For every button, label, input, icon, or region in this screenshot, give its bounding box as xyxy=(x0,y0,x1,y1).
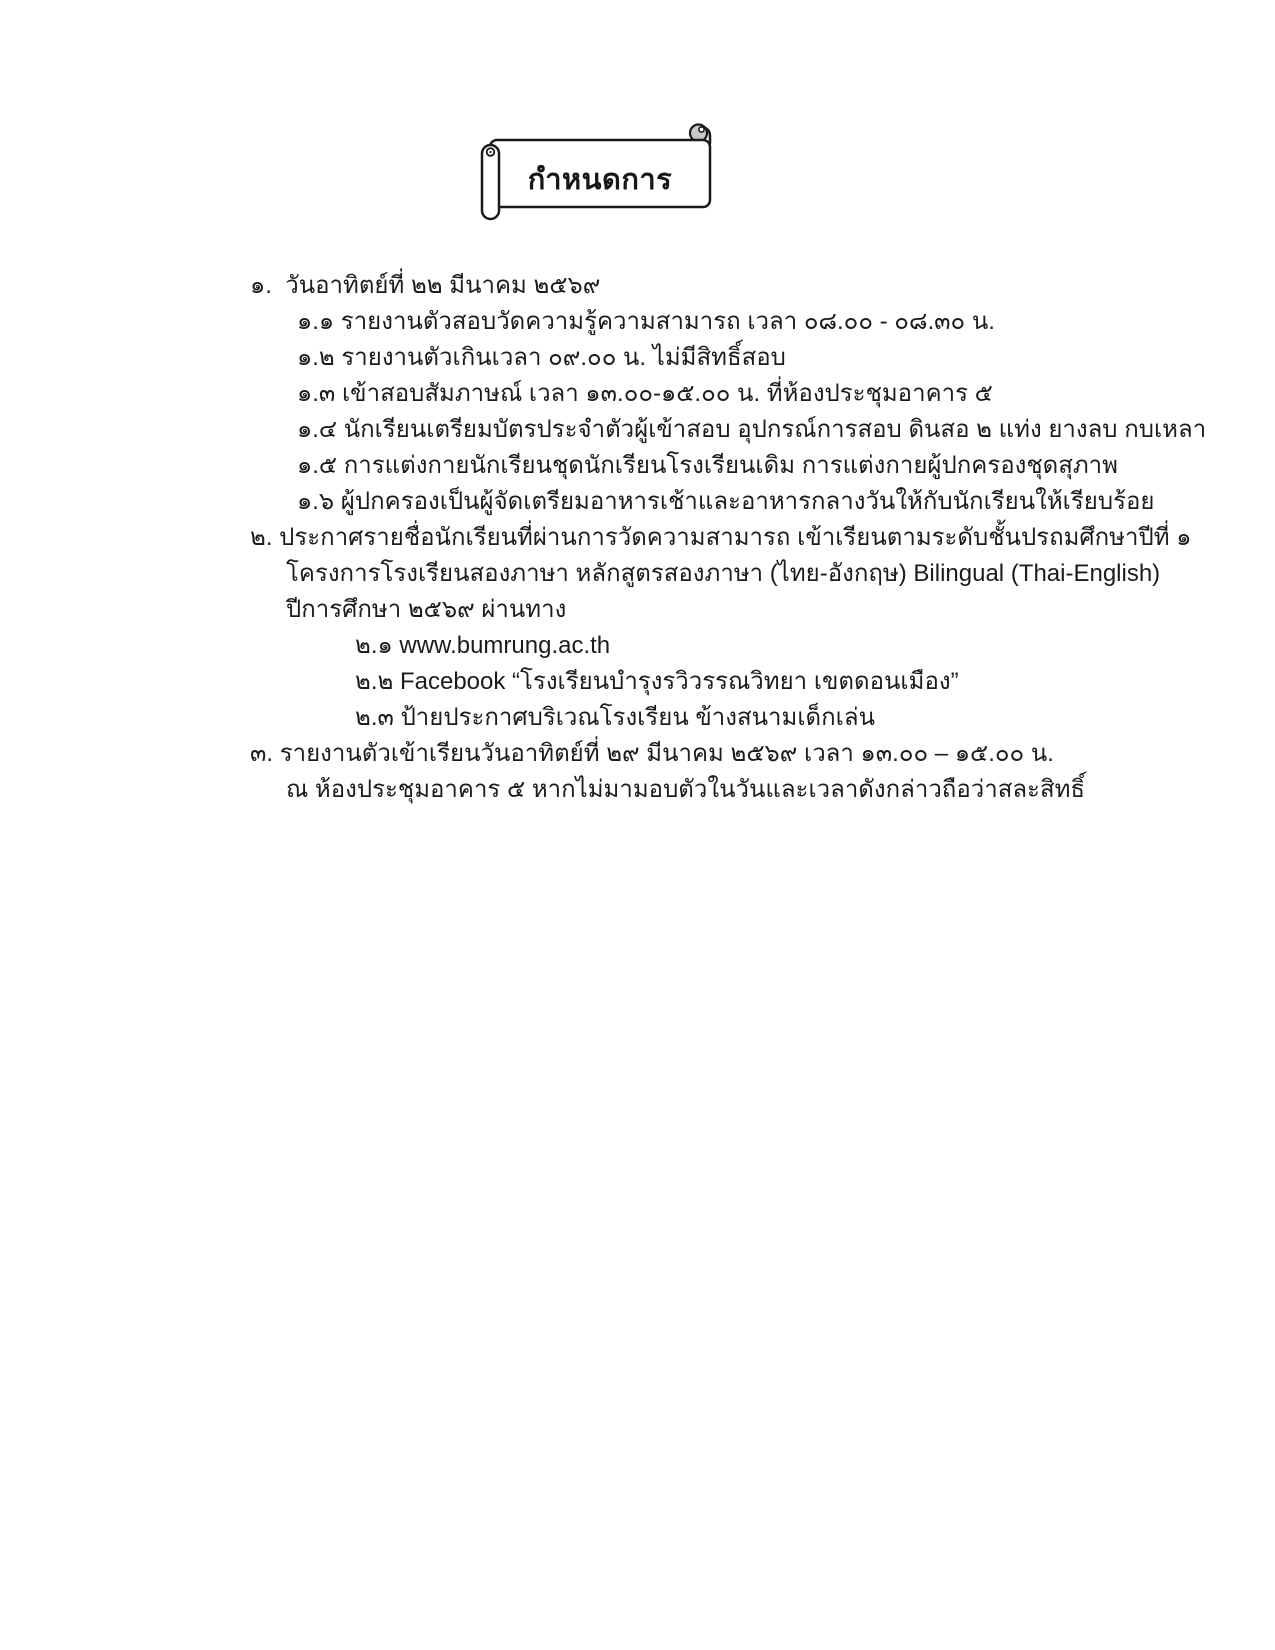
schedule-item-2-2: ๒.๒ Facebook “โรงเรียนบำรุงรวิวรรณวิทยา เขตดอนเมือง” xyxy=(355,668,959,695)
scroll-banner xyxy=(477,120,717,222)
schedule-item-3-cont: ณ ห้องประชุมอาคาร ๕ หากไม่มามอบตัวในวันและเวลาดังกล่าวถือว่าสละสิทธิ์ xyxy=(286,776,1086,803)
schedule-item-2-1: ๒.๑ www.bumrung.ac.th xyxy=(355,632,611,659)
schedule-item-2-cont-1: โครงการโรงเรียนสองภาษา หลักสูตรสองภาษา (ไทย-อังกฤษ) Bilingual (Thai-English) xyxy=(286,560,1161,587)
schedule-item-1-4: ๑.๔ นักเรียนเตรียมบัตรประจำตัวผู้เข้าสอบ อุปกรณ์การสอบ ดินสอ ๒ แท่ง ยางลบ กบเหลา xyxy=(297,416,1207,443)
schedule-list xyxy=(0,268,1275,808)
banner-title: กำหนดการ xyxy=(527,164,673,196)
schedule-item-2: ๒. ประกาศรายชื่อนักเรียนที่ผ่านการวัดความสามารถ เข้าเรียนตามระดับชั้นปรถมศึกษาปีที่ ๑ xyxy=(250,524,1192,551)
schedule-item-3: ๓. รายงานตัวเข้าเรียนวันอาทิตย์ที่ ๒๙ มีนาคม ๒๕๖๙ เวลา ๑๓.๐๐ – ๑๕.๐๐ น. xyxy=(250,740,1054,767)
schedule-item-1-3: ๑.๓ เข้าสอบสัมภาษณ์ เวลา ๑๓.๐๐-๑๕.๐๐ น. ที่ห้องประชุมอาคาร ๕ xyxy=(297,380,993,407)
schedule-item-2-cont-2: ปีการศึกษา ๒๕๖๙ ผ่านทาง xyxy=(286,596,567,623)
schedule-item-2-3: ๒.๓ ป้ายประกาศบริเวณโรงเรียน ข้างสนามเด็กเล่น xyxy=(355,704,875,731)
schedule-item-1-1: ๑.๑ รายงานตัวสอบวัดความรู้ความสามารถ เวลา ๐๘.๐๐ - ๐๘.๓๐ น. xyxy=(297,308,995,335)
schedule-item-1-2: ๑.๒ รายงานตัวเกินเวลา ๐๙.๐๐ น. ไม่มีสิทธิ์สอบ xyxy=(297,344,786,371)
schedule-item-1: ๑. วันอาทิตย์ที่ ๒๒ มีนาคม ๒๕๖๙ xyxy=(250,272,601,299)
schedule-item-1-5: ๑.๕ การแต่งกายนักเรียนชุดนักเรียนโรงเรียนเดิม การแต่งกายผู้ปกครองชุดสุภาพ xyxy=(297,452,1118,479)
schedule-item-1-6: ๑.๖ ผู้ปกครองเป็นผู้จัดเตรียมอาหารเช้าและอาหารกลางวันให้กับนักเรียนให้เรียบร้อย xyxy=(297,488,1155,515)
